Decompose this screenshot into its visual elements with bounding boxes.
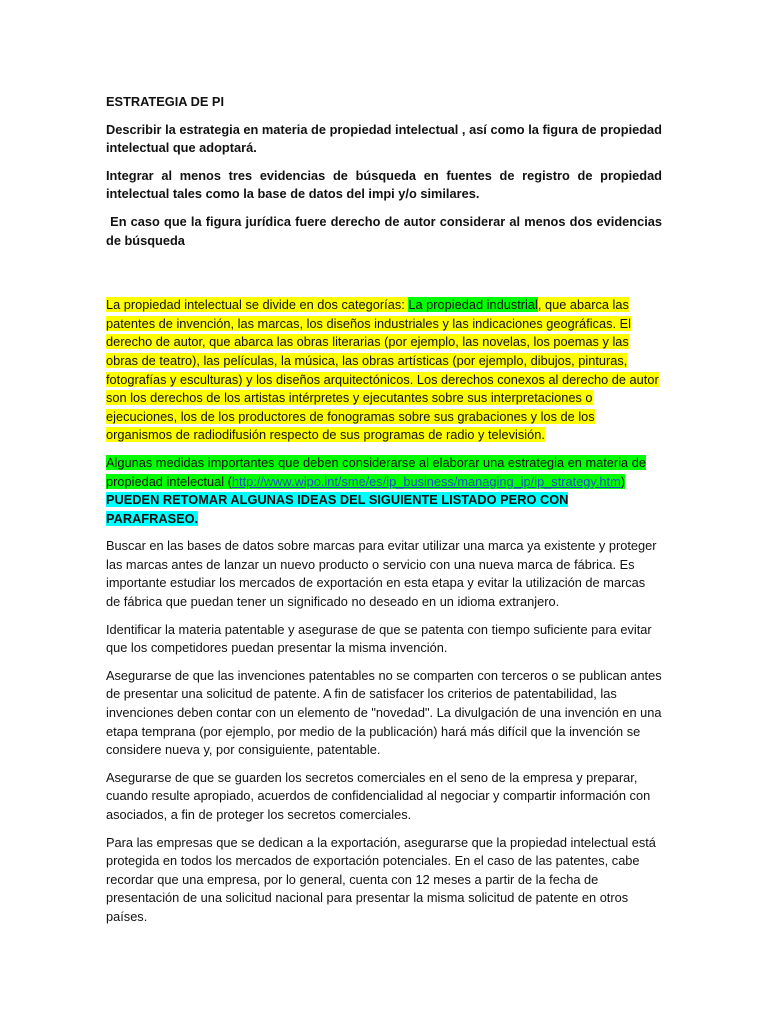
body-paragraph: Asegurarse de que se guarden los secretos comerciales en el seno de la empresa y preparar, cuando resulte apropiado, acuerdos de confidencialidad al negociar y compartir información con asociados, a fin de proteger los secretos comerciales. (106, 769, 651, 822)
measures-paragraph (106, 454, 662, 528)
measures-text: Algunas medidas importantes que deben considerarse al elaborar una estrategia en materia de propiedad intelectual ( (106, 454, 646, 489)
intro-prefix: La propiedad intelectual se divide en dos categorías: (106, 297, 409, 313)
instruction-paragraph: En caso que la figura jurídica fuere derecho de autor considerar al menos dos evidencias de búsqueda (106, 213, 666, 248)
body-paragraph: Asegurarse de que las invenciones patentables no se comparten con terceros o se publican antes de presentar una solicitud de patente. A fin de satisfacer los criterios de patentabilidad, las invenciones deben contar con un elemento de "novedad". La divulgación de una invención en una etapa temprana (por ejemplo, por medio de la publicación) hará más difícil que la invención se considere nueva y, por consiguiente, patentable. (106, 667, 662, 758)
instruction-paragraph: Describir la estrategia en materia de propiedad intelectual , así como la figura de propiedad intelectual que adoptará. (106, 121, 662, 156)
intro-rest: , que abarca las patentes de invención, las marcas, los diseños industriales y las indicaciones geográficas. El derecho de autor, que abarca las obras literarias (por ejemplo, las novelas, los poemas y las obras de teatro), las películas, la música, las obras artísticas (por ejemplo, dibujos, pinturas, fotografías y esculturas) y los diseños arquitectónicos. Los derechos conexos al derecho de autor son los derechos de los artistas intérpretes y ejecutantes sobre sus interpretaciones o ejecuciones, los de los productores de fonogramas sobre sus grabaciones y los de los organismos de radiodifusión respecto de sus programas de radio y televisión. (106, 297, 659, 443)
paraphrase-note: PUEDEN RETOMAR ALGUNAS IDEAS DEL SIGUIENTE LISTADO PERO CON PARAFRASEO. (106, 492, 569, 526)
intro-paragraph (106, 296, 662, 445)
measures-close: ) (620, 473, 626, 489)
body-paragraph: Identificar la materia patentable y asegurase de que se patenta con tiempo suficiente para evitar que los competidores puedan presentar la misma invención. (106, 621, 652, 656)
document-body (106, 93, 666, 927)
industrial-property-highlight: La propiedad industrial (408, 297, 538, 313)
wipo-link[interactable]: http://www.wipo.int/sme/es/ip_business/managing_ip/ip_strategy.htm (231, 473, 621, 489)
document-title: ESTRATEGIA DE PI (106, 94, 225, 109)
body-paragraph: Para las empresas que se dedican a la exportación, asegurarse que la propiedad intelectual está protegida en todos los mercados de exportación potenciales. En el caso de las patentes, cabe recordar que una empresa, por lo general, cuenta con 12 meses a partir de la fecha de presentación de una solicitud nacional para presentar la misma solicitud de patente en otros países. (106, 834, 656, 924)
body-paragraph: Buscar en las bases de datos sobre marcas para evitar utilizar una marca ya existente y proteger las marcas antes de lanzar un nuevo producto o servicio con una nueva marca de fábrica. Es importante estudiar los mercados de exportación en esta etapa y evitar la utilización de marcas de fábrica que puedan tener un significado no deseado en un idioma extranjero. (106, 538, 657, 610)
instruction-paragraph: Integrar al menos tres evidencias de búsqueda en fuentes de registro de propiedad intelectual tales como la base de datos del impi y/o similares. (106, 167, 662, 202)
